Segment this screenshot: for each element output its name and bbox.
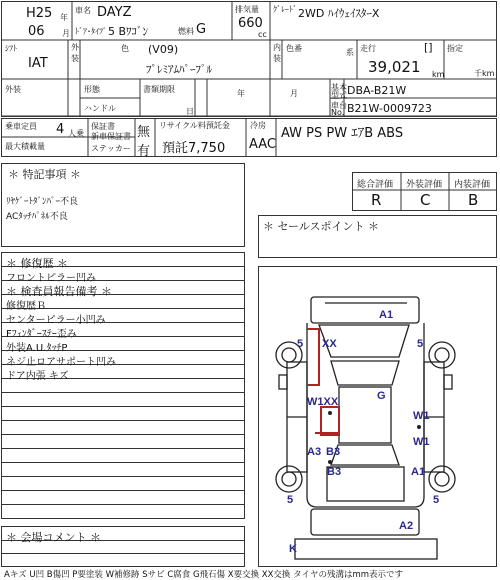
year-label: 年	[237, 89, 245, 98]
diagram-label: A1	[411, 466, 426, 478]
max-load-label: 最大積載量	[5, 142, 45, 151]
ruled-line	[2, 518, 244, 519]
color-code: (V09)	[148, 43, 179, 56]
diagram-label: 5	[433, 494, 440, 506]
ruled-line	[2, 476, 244, 477]
diagram-label: XX	[322, 338, 337, 350]
model-value: DBA-B21W	[347, 84, 407, 97]
special-note-line: ﾘﾔｹﾞｰﾄﾀﾞﾝﾊﾟｰ不良	[6, 197, 79, 207]
sticker-value: 有	[137, 144, 151, 159]
chassis-value: B21W-0009723	[347, 102, 432, 115]
mileage-box: []	[424, 41, 433, 54]
mileage-value: 39,021	[368, 58, 421, 76]
exterior-color-label: 色	[121, 44, 129, 53]
inspector-line: ネジ止ロアサポート凹み	[6, 357, 116, 368]
diagram-label: A3	[307, 446, 322, 458]
displacement-value: 660	[238, 16, 263, 31]
color-name: ﾌﾟﾚﾐｱﾑﾊﾟｰﾌﾟﾙ	[146, 63, 212, 76]
inspector-line: ドア内張 キズ	[6, 371, 69, 382]
car-name: DAYZ	[97, 5, 132, 20]
basic-label: 基本	[331, 83, 347, 92]
diagram-label: K	[289, 543, 297, 555]
sticker-label: ステッカー	[91, 144, 131, 153]
shift-value: IAT	[28, 56, 48, 71]
model-label: 型式	[331, 91, 347, 100]
interior-rating-label: 内装評価	[454, 180, 491, 190]
equipment-value: AW PS PW ｴｱB ABS	[281, 126, 404, 141]
diagram-label: B3	[327, 466, 342, 478]
ruled-line	[2, 434, 244, 435]
chassis-label: 車台	[331, 101, 347, 110]
ruled-line	[2, 553, 244, 554]
month-value: 06	[28, 24, 45, 39]
recycle-label: リサイクル料預託金	[159, 121, 230, 130]
repair-line: フロントピラー凹み	[6, 273, 96, 284]
book-label: 書類期限	[143, 85, 175, 94]
month-label: 月	[290, 89, 298, 98]
inspector-line: 修復歴Ｂ	[6, 301, 46, 312]
diagram-label: 5	[417, 338, 424, 350]
diagram-label: 5	[287, 494, 294, 506]
shift-label: ｼﾌﾄ	[5, 44, 17, 53]
car-damage-diagram	[259, 267, 496, 566]
aircon-value: AAC	[249, 137, 276, 152]
inspector-line: センターピラー小凹み	[6, 315, 106, 326]
diagram-label: G	[377, 390, 386, 402]
month-unit: 月	[62, 29, 70, 38]
door-type: 5 Bﾜｺﾞﾝ	[108, 25, 149, 38]
overall-rating-label: 総合評価	[357, 180, 394, 190]
capacity-label: 乗車定員	[5, 122, 37, 131]
year-unit: 年	[60, 13, 68, 22]
car-name-label: 車名	[75, 6, 91, 15]
ruled-line	[2, 490, 244, 491]
ruled-line	[2, 462, 244, 463]
day-unit: 日	[186, 107, 194, 116]
kei-label: 系	[346, 48, 354, 57]
capacity-unit: 人乗	[68, 129, 84, 138]
diagram-label: W1	[413, 436, 430, 448]
venue-comment-title: ＊ 会場コメント ＊	[6, 531, 101, 544]
inspector-line: 外装A.U.ﾀｯﾁP	[6, 343, 68, 354]
diagram-label: A2	[399, 520, 414, 532]
inspector-title: ＊ 検査員報告備考 ＊	[6, 285, 112, 298]
grade-label: ｸﾞﾚｰﾄﾞ	[273, 5, 297, 14]
inspector-line: Fﾌｪﾝﾀﾞｰｽﾃｰ歪み	[6, 329, 77, 340]
overall-rating-value: R	[371, 191, 382, 209]
inspection-unit: 千km	[474, 69, 495, 78]
exterior-rating-value: C	[420, 191, 431, 209]
displacement-label: 排気量	[235, 5, 259, 14]
form-label: 形態	[84, 85, 100, 94]
exterior-label: 外装	[71, 43, 79, 63]
handle-label: ハンドル	[84, 104, 116, 113]
diagram-label: W1XX	[307, 396, 339, 408]
special-note-line: ACﾀｯﾁﾊﾟﾈﾙ不良	[6, 212, 68, 222]
diagram-label: A1	[379, 309, 394, 321]
cc-unit: cc	[258, 30, 267, 39]
manual-sub-label: 新車保証書	[91, 132, 131, 141]
inspection-label: 指定	[447, 44, 463, 53]
row3-side-a: 外装	[5, 85, 21, 94]
grade-value: 2WD ﾊｲｳｪｲｽﾀｰX	[298, 7, 380, 20]
interior-color-label: 色番	[286, 44, 302, 53]
exterior-rating-label: 外装評価	[406, 180, 443, 190]
ruled-line	[2, 420, 244, 421]
interior-label: 内装	[273, 43, 281, 63]
diagram-label: W1	[413, 410, 430, 422]
aircon-label: 冷房	[250, 121, 266, 130]
capacity-value: 4	[56, 122, 65, 137]
ruled-line	[2, 392, 244, 393]
mileage-unit: km	[432, 70, 445, 79]
ruled-line	[2, 448, 244, 449]
ruled-line	[2, 406, 244, 407]
door-type-label: ﾄﾞｱ･ﾀｲﾌﾟ	[75, 27, 107, 36]
diagram-label: 5	[297, 338, 304, 350]
recycle-value: 預託7,750	[162, 141, 226, 156]
year-value: H25	[26, 6, 53, 21]
manual-value: 無	[137, 125, 151, 140]
manual-label: 保証書	[91, 122, 115, 131]
chassis-no-label: No.	[331, 108, 345, 117]
repair-title: ＊ 修復歴 ＊	[6, 257, 68, 270]
sales-point-title: ＊ セールスポイント ＊	[263, 220, 380, 233]
mileage-label: 走行	[360, 44, 376, 53]
damage-legend: Aキズ U凹 B傷凹 P要塗装 W補修跡 Sサビ C腐食 G飛石傷 X要交換 XX交換 タイヤの残溝はmm表示です	[4, 570, 404, 580]
special-notes-title: ＊ 特記事項 ＊	[8, 168, 81, 181]
ruled-line	[2, 504, 244, 505]
diagram-label: B3	[326, 446, 341, 458]
fuel-label: 燃料	[178, 27, 194, 36]
fuel-value: G	[196, 22, 207, 37]
interior-rating-value: B	[468, 191, 479, 209]
